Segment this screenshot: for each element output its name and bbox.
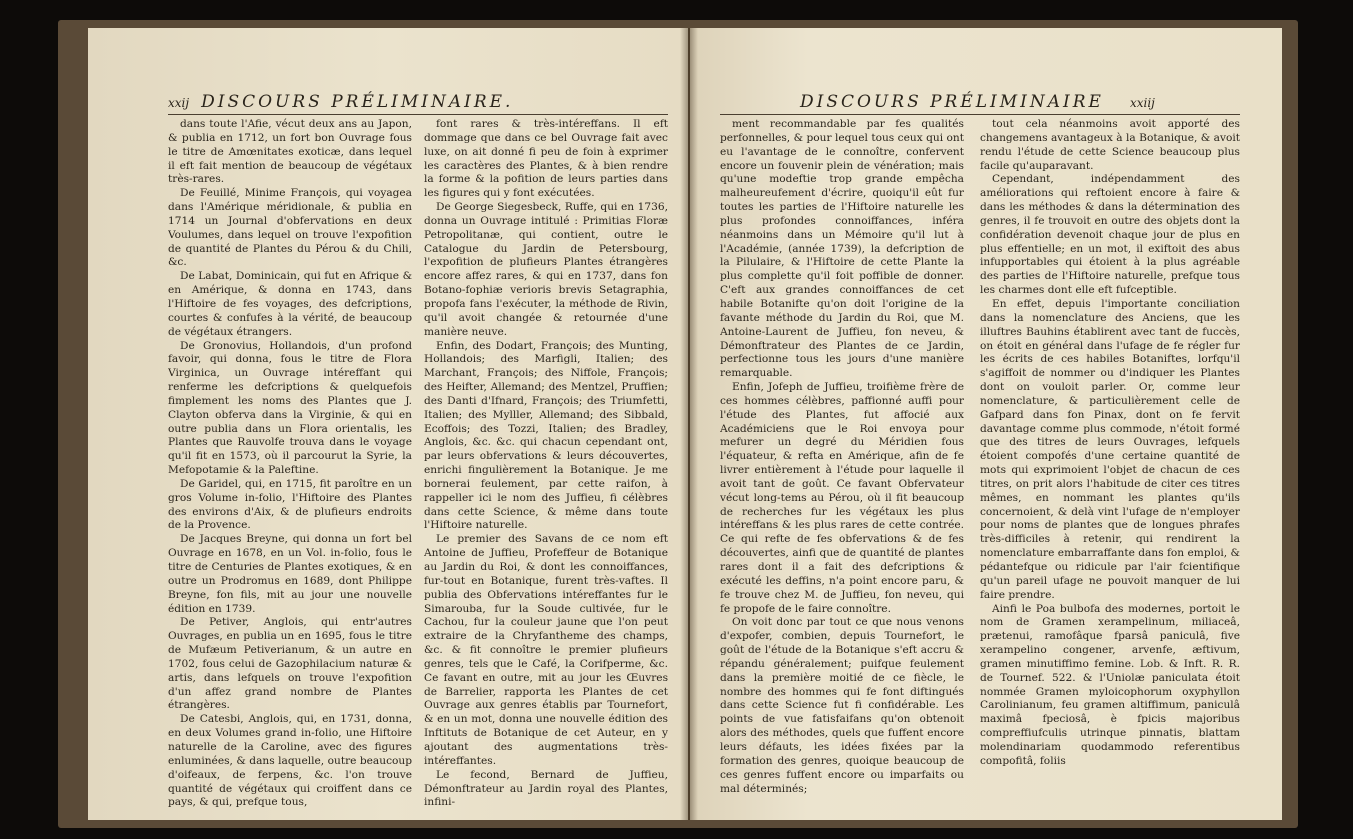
paragraph: Enfin, Jofeph de Juffieu, troifième frère de ces hommes célèbres, paffionné auffi pour l'étude des Plantes, fut affocié aux Académiciens que le Roi envoya pour mefurer un degré du Méridien fous l'équateur, & refta en Amérique, afin de fe livrer entièrement à l'étude pour laquelle il avoit tant de goût. Ce favant Obfervateur vécut long-tems au Pérou, où il fit beaucoup de recherches fur les végétaux les plus intéreffans & les plus rares de cette contrée. Ce qui refte de fes obfervations & de fes découvertes, ainfi que de quantité de plantes rares dont il a fait des defcriptions & exécuté les deffins, n'a point encore paru, & fe trouve chez M. de Juffieu, fon neveu, qui fe propofe de le faire connoître. <box>720 381 964 615</box>
paragraph: Le fecond, Bernard de Juffieu, Démonftrateur au Jardin royal des Plantes, infini- <box>424 768 668 809</box>
right-running-header <box>800 92 1155 112</box>
paragraph: dans toute l'Afie, vécut deux ans au Japon, & publia en 1712, un fort bon Ouvrage fous le titre de Amœnitates exoticæ, dans lequel il eft fait mention de beaucoup de végétaux très-rares. <box>168 118 412 186</box>
paragraph: Cependant, indépendamment des améliorations qui reftoient encore à faire & dans les méthodes & dans la détermination des genres, il fe trouvoit en outre des objets dont la confidération devenoit chaque jour de plus en plus effentielle; en un mot, il exiftoit des abus infupportables qui étoient à la plus agréable des parties de l'Hiftoire naturelle, prefque tous les charmes dont elle eft fufceptible. <box>980 173 1240 297</box>
right-page-number: xxiij <box>1129 96 1155 110</box>
paragraph: De Gronovius, Hollandois, d'un profond favoir, qui donna, fous le titre de Flora Virginica, un Ouvrage intéreffant qui renferme les defcriptions & quelquefois fimplement les noms des Plantes que J. Clayton obferva dans la Virginie, & qui en outre publia dans un Flora orientalis, les Plantes que Rauvolfe trouva dans le voyage qu'il fit en 1573, où il parcourut la Syrie, la Mefopotamie & la Paleftine. <box>168 339 412 477</box>
paragraph: font rares & très-intéreffans. Il eft dommage que dans ce bel Ouvrage fait avec luxe, on ait donné fi peu de foin à exprimer les caractères des Plantes, & à bien rendre la forme & la pofition de leurs parties dans les figures qui y font exécutées. <box>424 118 668 200</box>
book-spread <box>58 20 1298 828</box>
right-running-head: DISCOURS PRÉLIMINAIRE <box>800 92 1104 112</box>
paragraph: De Jacques Breyne, qui donna un fort bel Ouvrage en 1678, en un Vol. in-folio, fous le titre de Centuries de Plantes exotiques, & en outre un Prodromus en 1689, dont Philippe Breyne, fon fils, mit au jour une nouvelle édition en 1739. <box>168 533 412 615</box>
paragraph: De Garidel, qui, en 1715, fit paroître en un gros Volume in-folio, l'Hiftoire des Plantes des environs d'Aix, & de plufieurs endroits de la Provence. <box>168 477 412 532</box>
right-header-rule <box>720 114 1240 115</box>
left-page <box>88 28 688 820</box>
left-running-head: DISCOURS PRÉLIMINAIRE. <box>201 92 514 112</box>
left-column-2 <box>424 118 668 810</box>
paragraph: On voit donc par tout ce que nous venons d'expofer, combien, depuis Tournefort, le goût de l'étude de la Botanique s'eft accru & répandu généralement; puifque feulement dans la première moitié de ce fiècle, le nombre des hommes qui fe font diftingués dans cette Science fut fi confidérable. Les points de vue fatisfaifans qu'on obtenoit alors des méthodes, quels que fuffent encore leurs défauts, les idées fixées par la formation des genres, quoique beaucoup de ces genres fuffent encore ou imparfaits ou mal déterminés; <box>720 616 964 795</box>
left-running-header <box>168 92 513 112</box>
paragraph: De George Siegesbeck, Ruffe, qui en 1736, donna un Ouvrage intitulé : Primitias Floræ Petropolitanæ, qui contient, outre le Catalogue du Jardin de Petersbourg, l'expofition de plufieurs Plantes étrangères encore affez rares, & qui en 1737, dans fon Botano-fophiæ verioris brevis Setagraphia, propofa fans l'exécuter, la méthode de Rivin, qu'il avoit changée & retournée d'une manière neuve. <box>424 201 668 338</box>
left-header-rule <box>168 114 668 115</box>
paragraph: ment recommandable par fes qualités perfonnelles, & pour lequel tous ceux qui ont eu l'avantage de le connoître, confervent encore un fouvenir plein de vénération; mais qu'une modeftie trop grande empêcha malheureufement d'écrire, quoiqu'il eût fur toutes les parties de l'Hiftoire naturelle les plus profondes connoiffances, inféra néanmoins dans un Mémoire qu'il lut à l'Académie, (année 1739), la defcription de la Pilulaire, & l'Hiftoire de cette Plante la plus complette qu'il foit poffible de donner. C'eft aux grandes connoiffances de cet habile Botanifte qu'on doit l'origine de la favante méthode du Jardin du Roi, que M. Antoine-Laurent de Juffieu, fon neveu, & Démonftrateur des Plantes de ce Jardin, perfectionne tous les jours d'une manière remarquable. <box>720 118 964 380</box>
right-column-1 <box>720 118 964 810</box>
paragraph: tout cela néanmoins avoit apporté des changemens avantageux à la Botanique, & avoit rendu l'étude de cette Science beaucoup plus facile qu'auparavant. <box>980 118 1240 172</box>
left-page-number: xxij <box>168 96 190 110</box>
paragraph: Enfin, des Dodart, François; des Munting, Hollandois; des Marfigli, Italien; des Marchant, François; des Niffole, François; des Heifter, Allemand; des Mentzel, Pruffien; des Danti d'Ifnard, François; des Triumfetti, Italien; des Mylller, Allemand; des Sibbald, Ecoffois; des Tozzi, Italien; des Bradley, Anglois, &c. &c. qui chacun cependant ont, par leurs obfervations & leurs découvertes, enrichi fingulièrement la Botanique. Je me bornerai feulement, par cette raifon, à rappeller ici le nom des Juffieu, fi célèbres dans cette Science, & même dans toute l'Hiftoire naturelle. <box>424 339 668 532</box>
right-page <box>690 28 1282 820</box>
paragraph: Le premier des Savans de ce nom eft Antoine de Juffieu, Profeffeur de Botanique au Jardin du Roi, & dont les connoiffances, fur-tout en Botanique, furent très-vaftes. Il publia des Obfervations intéreffantes fur le Simarouba, fur la Soude cultivée, fur le Cachou, fur la couleur jaune que l'on peut extraire de la Chryfantheme des champs, &c. & fit connoître le premier plufieurs genres, tels que le Café, la Corifperme, &c. Ce favant en outre, mit au jour les Œuvres de Barrelier, rapporta les Plantes de cet Ouvrage aux genres établis par Tournefort, & en un mot, donna une nouvelle édition des Inftituts de Botanique de cet Auteur, en y ajoutant des augmentations très-intéreffantes. <box>424 533 668 767</box>
paragraph: Ainfi le Poa bulbofa des modernes, portoit le nom de Gramen xerampelinum, miliaceâ, prætenui, ramofâque fparsâ paniculâ, five xerampelino congener, arvenfe, æftivum, gramen minutiffimo femine. Lob. & Inft. R. R. de Tournef. 522. & l'Uniolæ paniculata étoit nommée Gramen myloicophorum oxyphyllon Carolinianum, feu gramen altiffimum, paniculâ maximâ fpeciosâ, è fpicis majoribus compreffiufculis utrinque pinnatis, blattam molendinariam quodammodo referentibus compofitâ, foliis <box>980 602 1240 767</box>
paragraph: En effet, depuis l'importante conciliation dans la nomenclature des Anciens, que les illuftres Bauhins établirent avec tant de fuccès, on étoit en général dans l'ufage de fe régler fur les écrits de ces habiles Botaniftes, lorfqu'il s'agiffoit de nommer ou d'indiquer les Plantes dont on vouloit parler. Or, comme leur nomenclature, & particulièrement celle de Gafpard dans fon Pinax, dont on fe fervit davantage comme plus commode, n'étoit formé que des titres de leurs Ouvrages, lefquels étoient compofés d'une certaine quantité de mots qui exprimoient l'objet de chacun de ces titres, on prit alors l'habitude de citer ces titres mêmes, en nommant les plantes qu'ils concernoient, & delà vint l'ufage de n'employer pour noms de plantes que de longues phrafes très-difficiles à retenir, qui rendirent la nomenclature embarraffante dans fon emploi, & pédantefque ou ridicule par l'air fcientifique qu'un pareil ufage ne pouvoit manquer de lui faire prendre. <box>980 297 1240 601</box>
book-gutter <box>680 28 698 820</box>
paragraph: De Labat, Dominicain, qui fut en Afrique & en Amérique, & donna en 1743, dans l'Hiftoire de fes voyages, des defcriptions, courtes & confufes à la vérité, de beaucoup de végétaux étrangers. <box>168 270 412 338</box>
right-column-2 <box>980 118 1240 810</box>
paragraph: De Petiver, Anglois, qui entr'autres Ouvrages, en publia un en 1695, fous le titre de Mufæum Petiverianum, & un autre en 1702, fous celui de Gazophilacium naturæ & artis, dans lefquels on trouve l'expofition d'un affez grand nombre de Plantes étrangères. <box>168 616 412 712</box>
paragraph: De Feuillé, Minime François, qui voyagea dans l'Amérique méridionale, & publia en 1714 un Journal d'obfervations en deux Voulumes, dans lequel on trouve l'expofition de quantité de Plantes du Pérou & du Chili, &c. <box>168 187 412 269</box>
left-column-1 <box>168 118 412 810</box>
paragraph: De Catesbi, Anglois, qui, en 1731, donna, en deux Volumes grand in-folio, une Hiftoire naturelle de la Caroline, avec des figures enluminées, & dans laquelle, outre beaucoup d'oifeaux, de ferpens, &c. l'on trouve quantité de végétaux qui croiffent dans ce pays, & qui, prefque tous, <box>168 713 412 809</box>
